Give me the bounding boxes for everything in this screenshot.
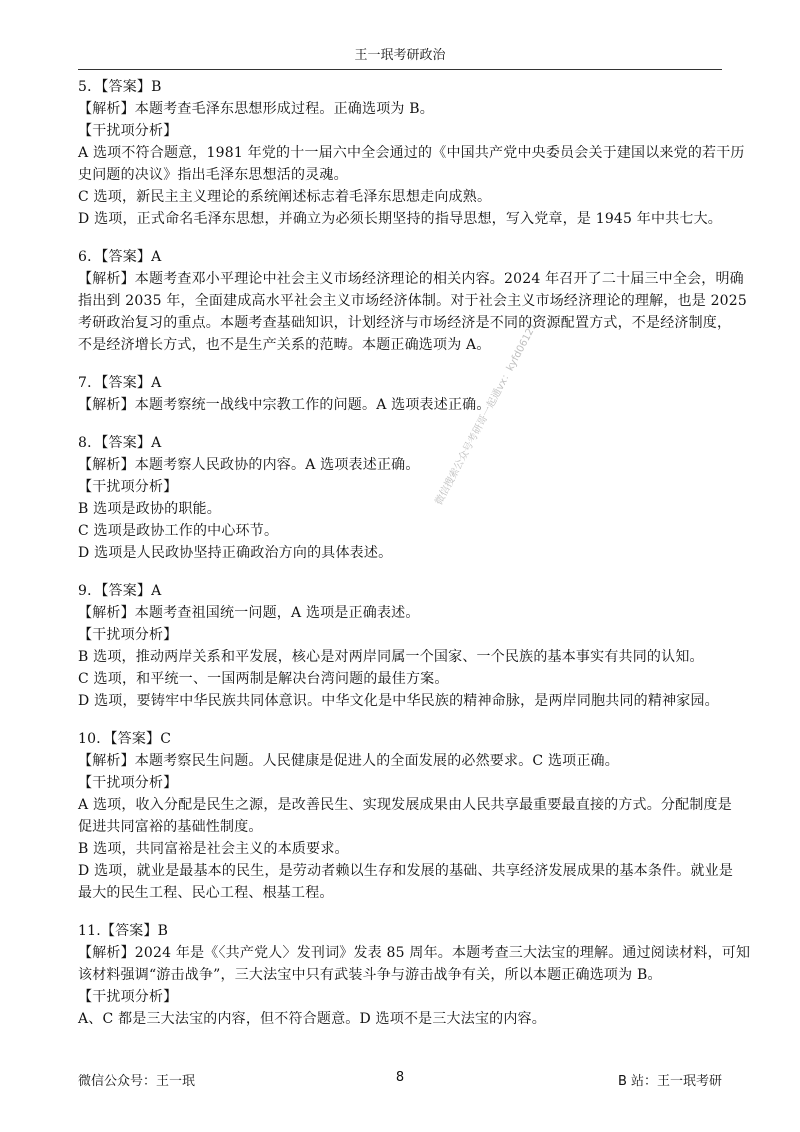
- question-text-line: 史问题的决议》指出毛泽东思想活的灵魂。: [78, 167, 348, 183]
- question-text-line: D 选项，就业是最基本的民生，是劳动者赖以生存和发展的基础、共享经济发展成果的基本条件。就业是: [78, 863, 734, 879]
- question-text-line: 不是经济增长方式，也不是生产关系的范畴。本题正确选项为 A。: [78, 337, 491, 353]
- footer-wechat: 微信公众号：王一珉: [78, 1074, 196, 1089]
- page-footer: [78, 1070, 722, 1090]
- question-answer-line: 6．【答案】A: [78, 249, 162, 265]
- spacer: [78, 904, 728, 920]
- question-text-line: 考研政治复习的重点。本题考查基础知识，计划经济与市场经济是不同的资源配置方式，不是经济制度，: [78, 315, 732, 331]
- page-number: 8: [395, 1070, 405, 1085]
- question-text-line: 【解析】本题考察民生问题。人民健康是促进人的全面发展的必然要求。C 选项正确。: [78, 753, 619, 769]
- question-text-line: B 选项，共同富裕是社会主义的本质要求。: [78, 841, 349, 857]
- header-title: 王一珉考研政治: [354, 48, 446, 63]
- page-header: [78, 44, 722, 70]
- question-answer-line: 11.【答案】B: [78, 923, 169, 939]
- question-text-line: 【解析】本题考查毛泽东思想形成过程。正确选项为 B。: [78, 101, 434, 117]
- question-text-line: B 选项，推动两岸关系和平发展，核心是对两岸同属一个国家、一个民族的基本事实有共同的认知。: [78, 649, 704, 665]
- question-text-line: A 选项，收入分配是民生之源，是改善民生、实现发展成果由人民共享最重要最直接的方式。分配制度是: [78, 797, 732, 813]
- question-text-line: 指出到 2035 年，全面建成高水平社会主义市场经济体制。对于社会主义市场经济理论的理解，也是 2025: [78, 293, 748, 309]
- question-text-line: D 选项，正式命名毛泽东思想，并确立为必须长期坚持的指导思想，写入党章，是 1945 年中共七大。: [78, 211, 723, 227]
- question-block: [78, 372, 728, 416]
- spacer: [78, 712, 728, 728]
- spacer: [78, 356, 728, 372]
- question-text-line: 最大的民生工程、民心工程、根基工程。: [78, 885, 334, 901]
- question-text-line: 促进共同富裕的基础性制度。: [78, 819, 263, 835]
- footer-bilibili: B 站：王一珉考研: [617, 1074, 722, 1089]
- question-text-line: 该材料强调“游击战争”，三大法宝中只有武装斗争与游击战争有关，所以本题正确选项为 B。: [78, 967, 662, 983]
- question-text-line: 【解析】2024 年是《〈共产党人〉发刊词》发表 85 周年。本题考查三大法宝的理解。通过阅读材料，可知: [78, 945, 751, 961]
- question-text-line: B 选项是政协的职能。: [78, 501, 221, 517]
- question-text-line: 【解析】本题考查祖国统一问题，A 选项是正确表述。: [78, 605, 420, 621]
- spacer: [78, 230, 728, 246]
- question-answer-line: 10．【答案】C: [78, 731, 172, 747]
- question-text-line: A 选项不符合题意，1981 年党的十一届六中全会通过的《中国共产党中央委员会关于建国以来党的若干历: [78, 145, 745, 161]
- question-block: [78, 432, 728, 564]
- question-text-line: 【干扰项分析】: [78, 775, 178, 791]
- question-text-line: 【干扰项分析】: [78, 627, 178, 643]
- question-text-line: C 选项，新民主主义理论的系统阐述标志着毛泽东思想走向成熟。: [78, 189, 492, 205]
- question-text-line: D 选项是人民政协坚持正确政治方向的具体表述。: [78, 545, 393, 561]
- question-answer-line: 5．【答案】B: [78, 79, 162, 95]
- question-block: [78, 580, 728, 712]
- question-text-line: C 选项，和平统一、一国两制是解决台湾问题的最佳方案。: [78, 671, 449, 687]
- question-text-line: 【干扰项分析】: [78, 479, 178, 495]
- answer-content: [78, 76, 751, 1030]
- question-text-line: A、C 都是三大法宝的内容，但不符合题意。D 选项不是三大法宝的内容。: [78, 1011, 546, 1027]
- question-text-line: C 选项是政协工作的中心环节。: [78, 523, 279, 539]
- question-text-line: 【解析】本题考察人民政协的内容。A 选项表述正确。: [78, 457, 420, 473]
- question-text-line: 【干扰项分析】: [78, 989, 178, 1005]
- question-text-line: 【解析】本题考察统一战线中宗教工作的问题。A 选项表述正确。: [78, 397, 491, 413]
- question-text-line: D 选项，要铸牢中华民族共同体意识。中华文化是中华民族的精神命脉，是两岸同胞共同的精神家园。: [78, 693, 719, 709]
- question-block: [78, 76, 745, 230]
- question-answer-line: 7．【答案】A: [78, 375, 162, 391]
- spacer: [78, 416, 728, 432]
- question-text-line: 【干扰项分析】: [78, 123, 178, 139]
- question-block: [78, 920, 751, 1030]
- question-text-line: 【解析】本题考查邓小平理论中社会主义市场经济理论的相关内容。2024 年召开了二十届三中全会，明确: [78, 271, 744, 287]
- question-block: [78, 246, 748, 356]
- question-block: [78, 728, 734, 904]
- spacer: [78, 564, 728, 580]
- question-answer-line: 9．【答案】A: [78, 583, 162, 599]
- question-answer-line: 8．【答案】A: [78, 435, 162, 451]
- watermark: 微信搜索公众号考研哥一起通vx：kyfd06121: [433, 320, 540, 508]
